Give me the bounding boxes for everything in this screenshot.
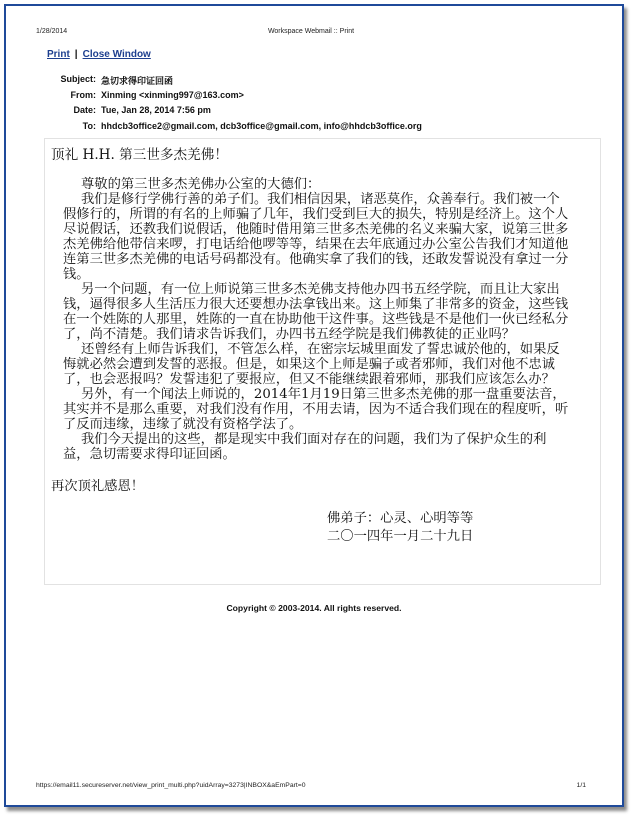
to-value: hhdcb3office2@gmail.com, dcb3office@gmail.com, info@hhdcb3office.org [101, 120, 422, 131]
page-number: 1/1 [576, 782, 586, 789]
print-url: https://email11.secureserver.net/view_print_multi.php?uidArray=3273|INBOX&aEmPart=0 [36, 782, 306, 789]
message-line: 我们是修行学佛行善的弟子们。我们相信因果，诸恶莫作，众善奉行。我们被一个 [81, 192, 560, 207]
to-row [52, 121, 552, 137]
message-line: 钱。 [63, 267, 90, 282]
message-line: 了，尚不清楚。我们请求告诉我们，办四书五经学院是我们佛教徒的正业吗？ [63, 327, 516, 342]
printed-page [4, 4, 624, 807]
subject-label: Subject: [60, 74, 96, 84]
print-page-title: Workspace Webmail :: Print [267, 28, 355, 35]
subject-value: 急切求得印证回函 [101, 76, 174, 86]
message-line: 连第三世多杰羌佛的电话号码都没有。他确实拿了我们的钱，还敢发誓说没有拿过一分 [63, 252, 569, 267]
date-value: Tue, Jan 28, 2014 7:56 pm [101, 105, 211, 115]
to-label: To: [82, 120, 96, 131]
print-header [36, 28, 586, 40]
print-link[interactable]: Print [47, 49, 70, 60]
from-row [52, 90, 552, 106]
subject-row [52, 74, 552, 90]
copyright-notice: Copyright © 2003-2014. All rights reserved. [226, 603, 402, 613]
message-line: 假修行的，所谓的有名的上师骗了几年，我们受到巨大的损失，特别是经济上。这个人 [63, 207, 569, 222]
from-value: Xinming <xinming997@163.com> [101, 89, 244, 100]
print-footer [36, 782, 586, 794]
message-line: 杰羌佛给他带信来啰，打电话给他啰等等，结果在去年底通过办公室公告我们才知道他 [63, 237, 569, 252]
print-date: 1/28/2014 [36, 28, 68, 35]
message-line: 还曾经有上师告诉我们，不管怎么样，在密宗坛城里面发了誓忠诚於他的，如果反 [81, 342, 560, 357]
message-greeting: 顶礼 H.H. 第三世多杰羌佛！ [51, 147, 228, 163]
date-row [52, 105, 552, 121]
message-signature: 佛弟子：心灵、心明等等 [327, 511, 474, 526]
date-label: Date: [73, 105, 96, 115]
message-line: 悔就必然会遭到发誓的恶报。但是，如果这个上师是骗子或者邪师，我们对他不忠诚 [63, 357, 555, 372]
message-closing: 再次顶礼感恩！ [51, 479, 145, 494]
message-line: 我们今天提出的这些，都是现实中我们面对存在的问题，我们为了保护众生的利 [81, 432, 547, 447]
message-line: 在一个姓陈的人那里，姓陈的一直在协助他干这件事。这些钱是不是他们一伙已经私分 [63, 312, 569, 327]
message-line: 了，也会恶报吗？发誓违犯了要报应，但又不能继续跟着邪师，那我们应该怎么办？ [63, 372, 555, 387]
message-line: 另外，有一个闻法上师说的，2014年1月19日第三世多杰羌佛的那一盘重要法音， [81, 387, 566, 402]
message-line: 钱，逼得很多人生活压力很大还要想办法拿钱出来。这上师集了非常多的资金，这些钱 [63, 297, 569, 312]
message-signature-date: 二〇一四年一月二十九日 [327, 529, 474, 544]
message-line: 另一个问题，有一位上师说第三世多杰羌佛支持他办四书五经学院，而且让大家出 [81, 282, 560, 297]
close-window-link[interactable]: Close Window [82, 49, 151, 60]
message-line: 益，急切需要求得印证回函。 [63, 447, 236, 462]
message-line: 了反而违缘，违缘了就没有资格学法了。 [63, 417, 303, 432]
message-line: 尊敬的第三世多杰羌佛办公室的大德们： [81, 177, 321, 192]
from-label: From: [70, 89, 96, 100]
message-line: 其实并不是那么重要，对我们没有作用，不用去请，因为不适合我们现在的程度听，听 [63, 402, 569, 417]
toolbar-separator: | [74, 49, 78, 60]
email-headers [52, 74, 552, 136]
message-line: 尽说假话，还教我们说假话，他随时借用第三世多杰羌佛的名义来骗大家，说第三世多 [63, 222, 569, 237]
print-toolbar [47, 49, 151, 60]
message-body [44, 138, 601, 585]
